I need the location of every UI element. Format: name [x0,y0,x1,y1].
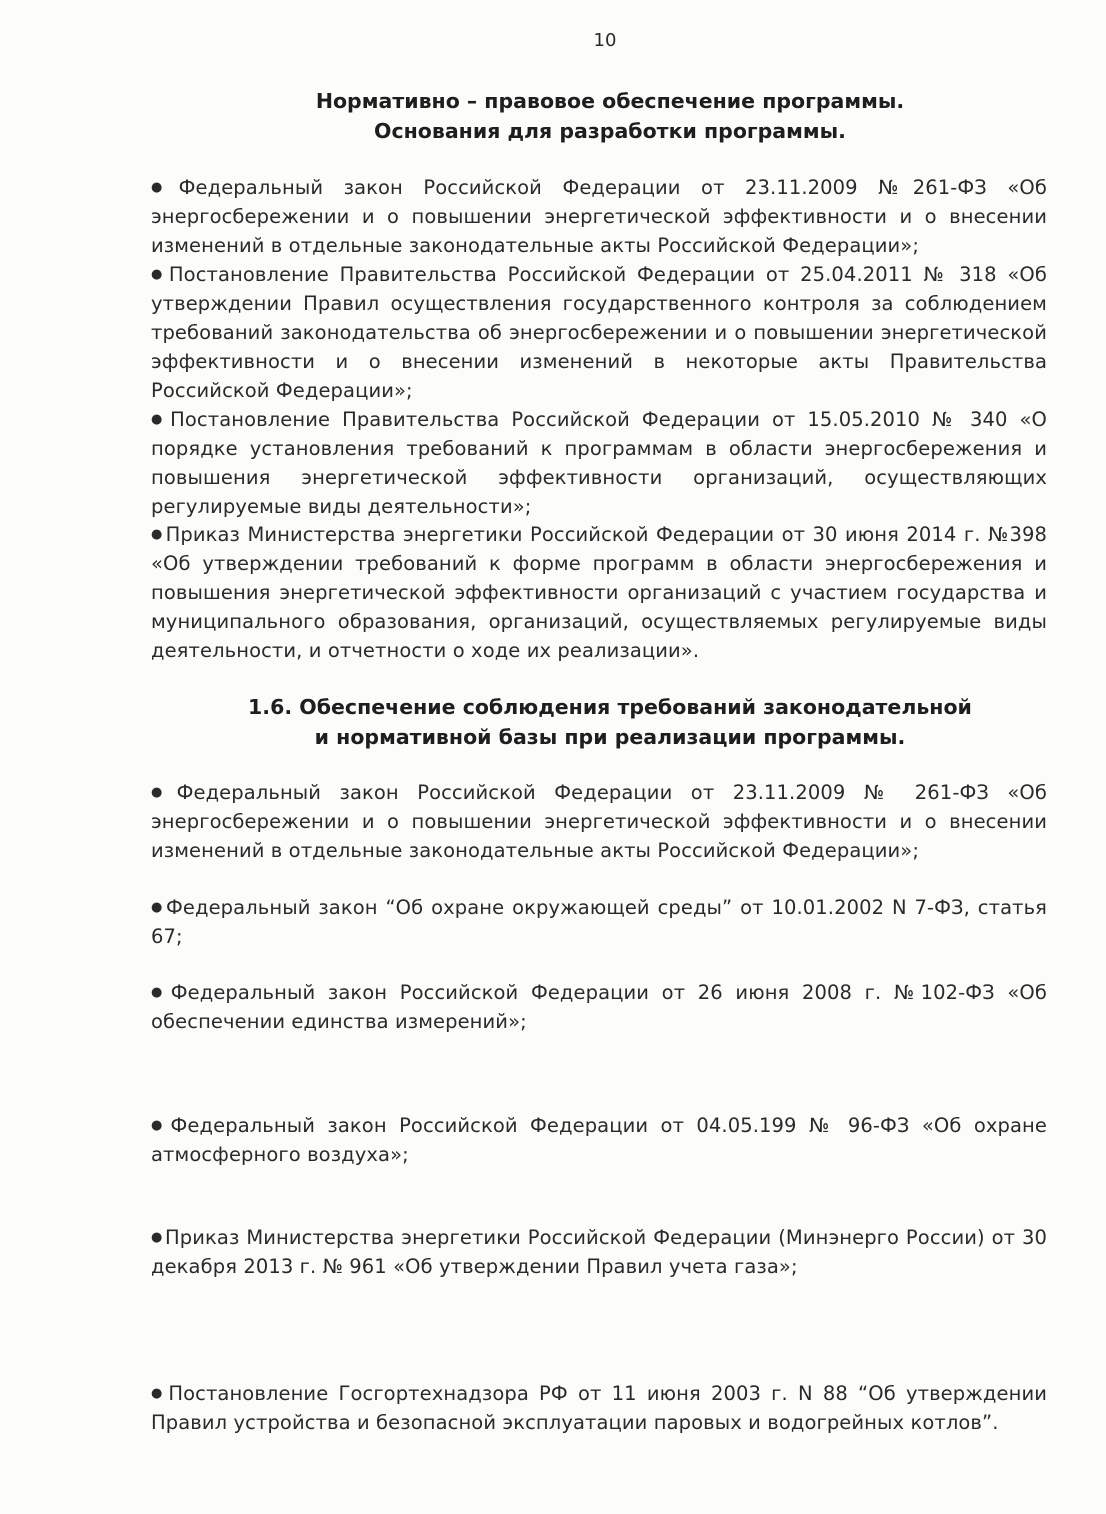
list-item [151,260,1047,405]
bullet-icon: ● [151,267,167,282]
list-item [151,978,1047,1036]
list-item-text: Приказ Министерства энергетики Российской Федерации от 30 июня 2014 г. №398 «Об утверждении требований к форме программ в области энергосбережения и повышения энергетической эффективности организаций с участием государства и муниципального образования, организаций, осуществляемых регулируемые виды деятельности, и отчетности о ходе их реализации». [151,523,1047,662]
section2-title-line1: 1.6. Обеспечение соблюдения требований законодательной [248,695,972,719]
list-item-text: Федеральный закон Российской Федерации от 23.11.2009 № 261-ФЗ «Об энергосбережении и о повышении энергетической эффективности и о внесении изменений в отдельные законодательные акты Российской Федерации»; [151,781,1047,862]
list-item [151,520,1047,665]
list-item [151,1379,1047,1437]
bullet-icon: ● [151,412,169,427]
list-item [151,1223,1047,1281]
list-item-text: Федеральный закон Российской Федерации от 26 июня 2008 г. №102-ФЗ «Об обеспечении единства измерений»; [151,981,1047,1033]
section1-title-line2: Основания для разработки программы. [374,119,846,143]
bullet-icon: ● [151,527,164,542]
bullet-icon: ● [151,1386,167,1401]
section1-title-line1: Нормативно – правовое обеспечение программы. [315,89,905,113]
list-item-text: Постановление Госгортехнадзора РФ от 11 июня 2003 г. N 88 “Об утверждении Правил устройства и безопасной эксплуатации паровых и водогрейных котлов”. [151,1382,1047,1434]
list-item [151,1111,1047,1169]
list-item-text: Постановление Правительства Российской Федерации от 25.04.2011 № 318 «Об утверждении Правил осуществления государственного контроля за соблюдением требований законодательства об энергосбережении и о повышении энергетической эффективности и о внесении изменений в некоторые акты Правительства Российской Федерации»; [151,263,1047,402]
list-item [151,893,1047,951]
page-number: 10 [593,30,617,51]
bullet-icon: ● [151,985,169,1000]
list-item [151,173,1047,260]
list-item-text: Федеральный закон Российской Федерации от 23.11.2009 №261-ФЗ «Об энергосбережении и о повышении энергетической эффективности и о внесении изменений в отдельные законодательные акты Российской Федерации»; [151,176,1047,257]
bullet-icon: ● [151,900,165,915]
list-item-text: Приказ Министерства энергетики Российской Федерации (Минэнерго России) от 30 декабря 2013 г. № 961 «Об утверждении Правил учета газа»; [151,1226,1047,1278]
section2-title-line2: и нормативной базы при реализации программы. [314,725,906,749]
list-item [151,405,1047,521]
list-item-text: Постановление Правительства Российской Федерации от 15.05.2010 № 340 «О порядке установления требований к программам в области энергосбережения и повышения энергетической эффективности организаций, осуществляющих регулируемые виды деятельности»; [151,408,1047,518]
bullet-icon: ● [151,1118,169,1133]
bullet-icon: ● [151,180,177,195]
bullet-icon: ● [151,1230,164,1245]
list-item [151,778,1047,865]
bullet-icon: ● [151,785,175,800]
list-item-text: Федеральный закон Российской Федерации от 04.05.199 № 96-ФЗ «Об охране атмосферного воздуха»; [151,1114,1047,1166]
list-item-text: Федеральный закон “Об охране окружающей среды” от 10.01.2002 N 7-ФЗ, статья 67; [151,896,1047,948]
